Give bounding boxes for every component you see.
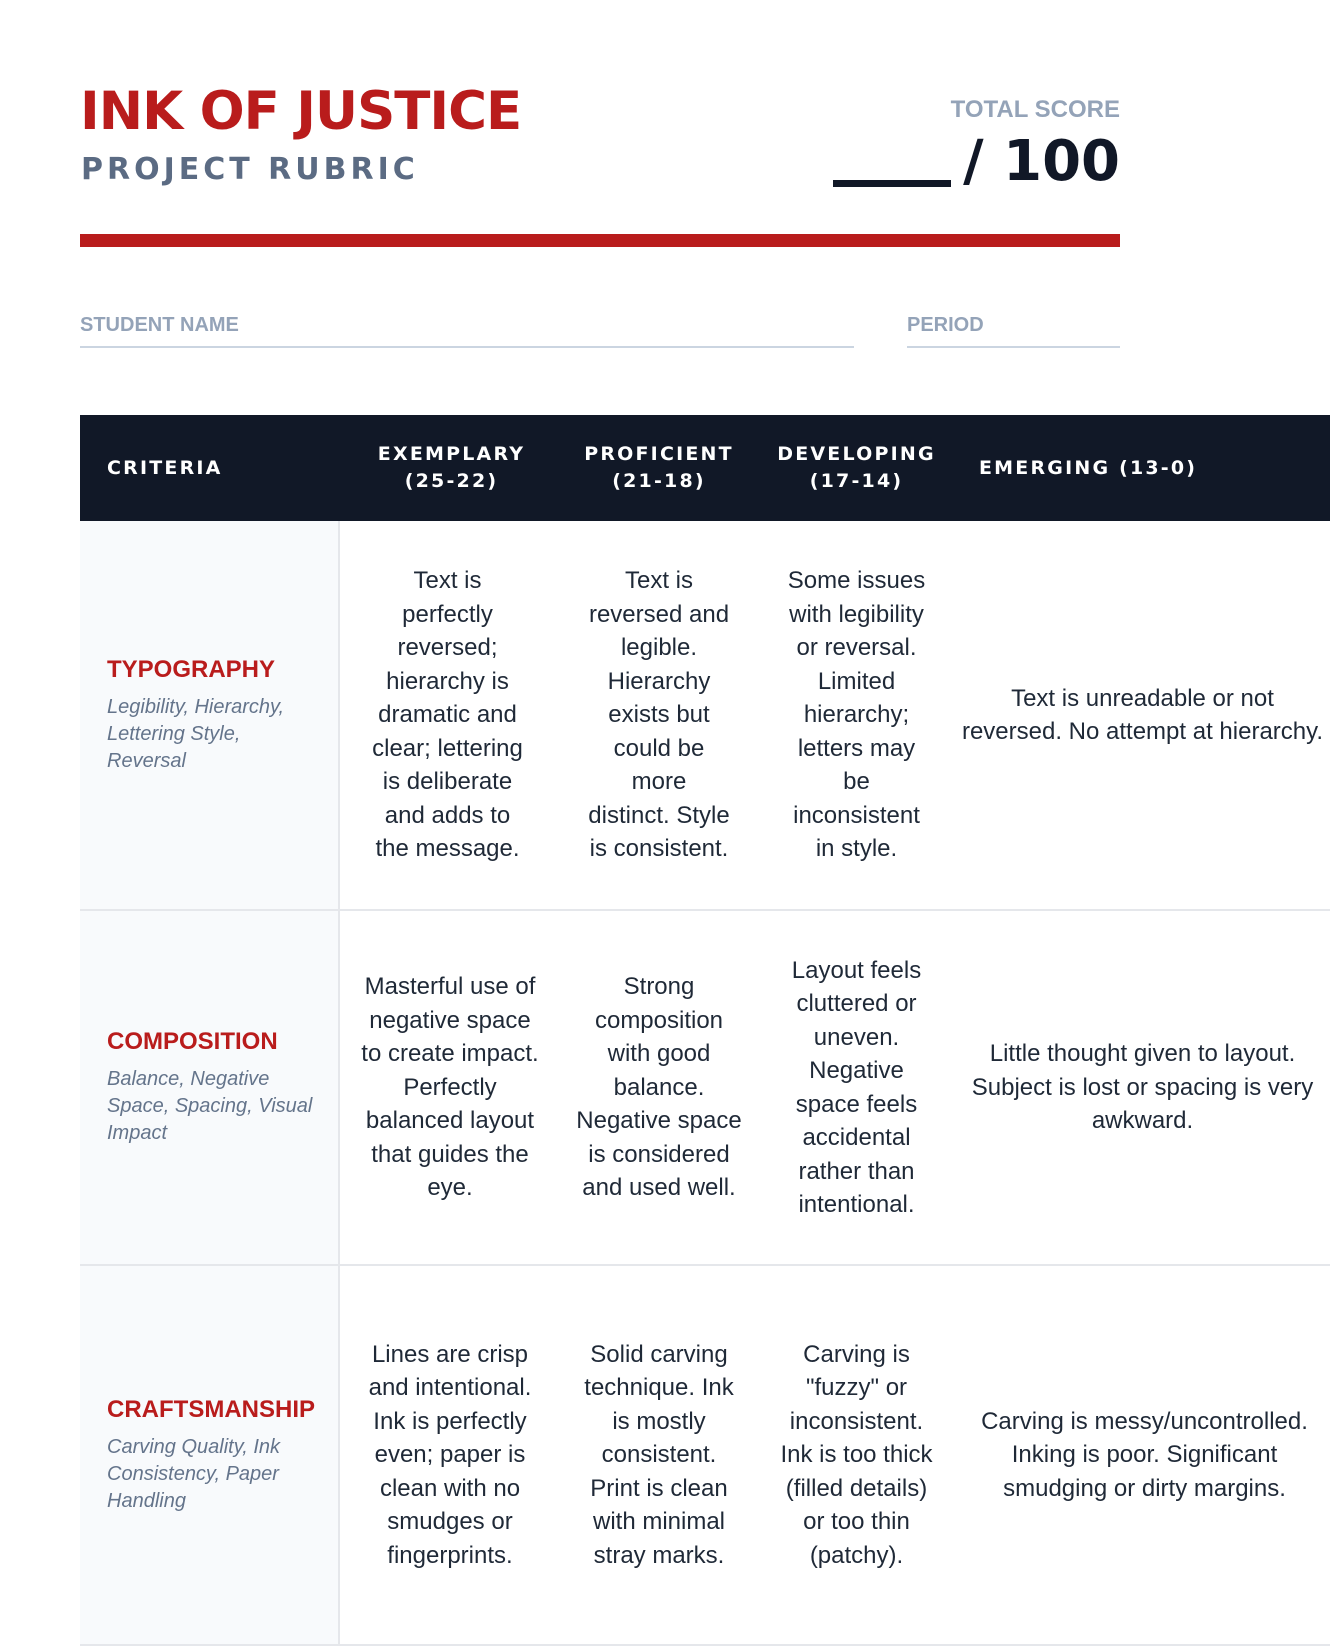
column-header-exemplary: EXEMPLARY (25-22)	[339, 415, 564, 521]
criterion-cell	[80, 1265, 339, 1645]
header-divider	[80, 234, 1120, 247]
level-proficient: Text is reversed and legible. Hierarchy exists but could be more distinct. Style is consistent.	[564, 521, 754, 910]
criterion-details: Carving Quality, Ink Consistency, Paper Handling	[107, 1435, 281, 1512]
total-score	[833, 124, 1120, 194]
column-header-criteria: CRITERIA	[80, 415, 339, 521]
level-proficient: Solid carving technique. Ink is mostly consistent. Print is clean with minimal stray marks.	[564, 1265, 754, 1645]
level-exemplary: Lines are crisp and intentional. Ink is perfectly even; paper is clean with no smudges or fingerprints.	[339, 1265, 564, 1645]
period-label: PERIOD	[907, 314, 984, 336]
level-developing: Some issues with legibility or reversal. Limited hierarchy; letters may be inconsistent in style.	[754, 521, 959, 910]
column-header-proficient: PROFICIENT (21-18)	[564, 415, 754, 521]
score-max: / 100	[963, 129, 1120, 194]
page-subtitle: PROJECT RUBRIC	[81, 152, 419, 187]
level-emerging: Text is unreadable or not reversed. No attempt at hierarchy.	[959, 521, 1330, 910]
level-exemplary: Masterful use of negative space to create impact. Perfectly balanced layout that guides the eye.	[339, 910, 564, 1265]
page-title: INK OF JUSTICE	[80, 81, 522, 142]
total-score-label: TOTAL SCORE	[950, 96, 1120, 123]
criterion-details: Balance, Negative Space, Spacing, Visual Impact	[107, 1068, 313, 1144]
score-blank-line[interactable]	[833, 180, 951, 187]
criterion-name: COMPOSITION	[107, 1028, 278, 1055]
rubric-row-composition	[80, 910, 1330, 1265]
criterion-details: Legibility, Hierarchy, Lettering Style, Reversal	[107, 695, 285, 772]
student-name-label: STUDENT NAME	[80, 314, 239, 336]
criterion-cell	[80, 521, 339, 910]
period-field[interactable]	[907, 314, 1120, 348]
level-proficient: Strong composition with good balance. Negative space is considered and used well.	[564, 910, 754, 1265]
criterion-name: TYPOGRAPHY	[107, 655, 276, 683]
level-developing: Layout feels cluttered or uneven. Negative space feels accidental rather than intentional.	[754, 910, 959, 1265]
level-emerging: Little thought given to layout. Subject is lost or spacing is very awkward.	[959, 910, 1330, 1265]
column-header-developing: DEVELOPING (17-14)	[754, 415, 959, 521]
level-developing: Carving is "fuzzy" or inconsistent. Ink is too thick (filled details) or too thin (patchy).	[754, 1265, 959, 1645]
column-header-emerging: EMERGING (13-0)	[959, 415, 1330, 521]
level-emerging: Carving is messy/uncontrolled. Inking is poor. Significant smudging or dirty margins.	[959, 1265, 1330, 1645]
student-name-field[interactable]	[80, 314, 854, 348]
rubric-row-typography	[80, 521, 1330, 910]
rubric-row-craftsmanship	[80, 1265, 1330, 1645]
criterion-name: CRAFTSMANSHIP	[107, 1395, 315, 1423]
level-exemplary: Text is perfectly reversed; hierarchy is dramatic and clear; lettering is deliberate and adds to the message.	[339, 521, 564, 910]
criterion-cell	[80, 910, 339, 1265]
rubric-table	[80, 415, 1330, 1646]
rubric-header-row	[80, 415, 1330, 521]
